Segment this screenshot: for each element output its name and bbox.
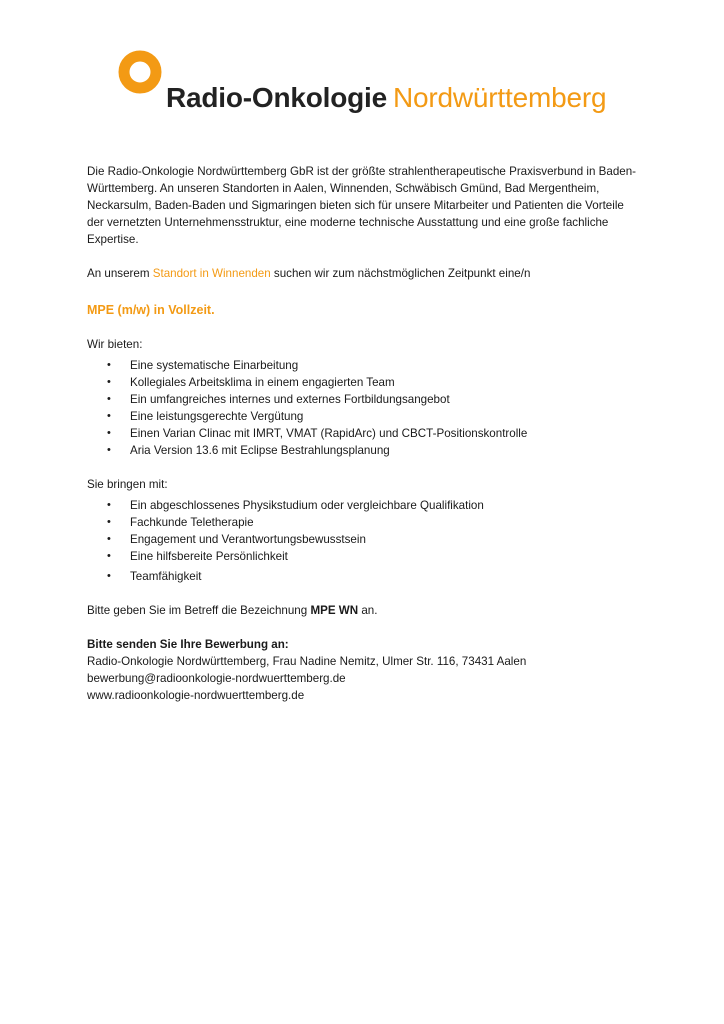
offer-list	[87, 357, 637, 459]
bullet-icon: •	[107, 550, 111, 562]
reference-prefix: Bitte geben Sie im Betreff die Bezeichnung	[87, 604, 311, 617]
list-item-text: Aria Version 13.6 mit Eclipse Bestrahlungsplanung	[130, 444, 390, 457]
list-item-text: Teamfähigkeit	[130, 570, 202, 583]
list-item	[87, 531, 637, 548]
requirements-label: Sie bringen mit:	[87, 478, 168, 491]
bullet-icon: •	[107, 499, 111, 511]
list-item	[87, 374, 637, 391]
bullet-icon: •	[107, 570, 111, 582]
location-line	[87, 265, 637, 282]
list-item	[87, 514, 637, 531]
contact-heading: Bitte senden Sie Ihre Bewerbung an:	[87, 638, 289, 651]
list-item	[87, 497, 637, 514]
list-item	[87, 442, 637, 459]
bullet-icon: •	[107, 427, 111, 439]
reference-suffix: an.	[358, 604, 378, 617]
bullet-icon: •	[107, 444, 111, 456]
list-item-text: Eine leistungsgerechte Vergütung	[130, 410, 304, 423]
list-item	[87, 548, 637, 565]
list-item-text: Fachkunde Teletherapie	[130, 516, 254, 529]
list-item-text: Ein umfangreiches internes und externes Fortbildungsangebot	[130, 393, 450, 406]
list-item-text: Eine hilfsbereite Persönlichkeit	[130, 550, 288, 563]
list-item-text: Einen Varian Clinac mit IMRT, VMAT (RapidArc) und CBCT-Positionskontrolle	[130, 427, 528, 440]
contact-address: Radio-Onkologie Nordwürttemberg, Frau Nadine Nemitz, Ulmer Str. 116, 73431 Aalen	[87, 655, 527, 668]
list-item-text: Engagement und Verantwortungsbewusstsein	[130, 533, 366, 546]
logo-name-part2: Nordwürttemberg	[393, 82, 607, 113]
list-item-text: Kollegiales Arbeitsklima in einem engagierten Team	[130, 376, 395, 389]
reference-line	[87, 602, 637, 619]
orange-ring-logo-icon	[118, 50, 164, 96]
bullet-icon: •	[107, 376, 111, 388]
list-item	[87, 568, 637, 585]
list-item	[87, 425, 637, 442]
document-body	[87, 163, 637, 704]
list-item	[87, 408, 637, 425]
logo-wordmark	[166, 84, 606, 112]
logo-name-part1: Radio-Onkologie	[166, 82, 388, 113]
intro-paragraph: Die Radio-Onkologie Nordwürttemberg GbR ist der größte strahlentherapeutische Praxisverbund in Baden-Württemberg. An unseren Standorten in Aalen, Winnenden, Schwäbisch Gmünd, Bad Mergentheim, Neckarsulm, Baden-Baden und Sigmaringen bieten sich für unsere Mitarbeiter und Patienten die Vorteile der vernetzten Unternehmensstruktur, eine moderne technische Ausstattung und eine große fachliche Expertise.	[87, 165, 637, 246]
list-item-text: Ein abgeschlossenes Physikstudium oder vergleichbare Qualifikation	[130, 499, 484, 512]
job-title: MPE (m/w) in Vollzeit.	[87, 303, 215, 317]
list-item	[87, 391, 637, 408]
company-logo	[118, 50, 618, 130]
list-item	[87, 357, 637, 374]
location-highlight: Standort in Winnenden	[152, 267, 271, 280]
bullet-icon: •	[107, 410, 111, 422]
bullet-icon: •	[107, 516, 111, 528]
contact-website[interactable]: www.radioonkologie-nordwuerttemberg.de	[87, 689, 305, 702]
location-suffix: suchen wir zum nächstmöglichen Zeitpunkt eine/n	[270, 267, 531, 280]
bullet-icon: •	[107, 533, 111, 545]
list-item-text: Eine systematische Einarbeitung	[130, 359, 299, 372]
offer-label: Wir bieten:	[87, 338, 143, 351]
reference-code: MPE WN	[310, 604, 359, 617]
contact-email[interactable]: bewerbung@radioonkologie-nordwuerttemberg.de	[87, 672, 346, 685]
bullet-icon: •	[107, 393, 111, 405]
requirements-list	[87, 497, 637, 585]
bullet-icon: •	[107, 359, 111, 371]
location-prefix: An unserem	[87, 267, 153, 280]
